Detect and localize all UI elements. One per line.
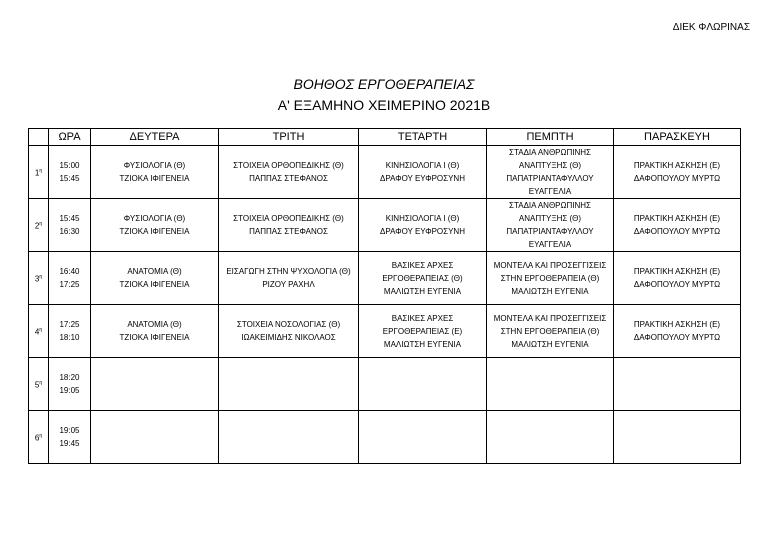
table-row (29, 305, 741, 358)
class-cell-thursday (487, 358, 614, 411)
class-cell-friday (614, 252, 741, 305)
class-cell-line: ΠΑΠΠΑΣ ΣΤΕΦΑΝΟΣ (249, 227, 328, 236)
end-time: 16:30 (59, 227, 80, 236)
class-cell-line: ΚΙΝΗΣΙΟΛΟΓΙΑ Ι (Θ) (385, 161, 460, 170)
table-row (29, 252, 741, 305)
class-cell-line: ΑΝΑΤΟΜΙΑ (Θ) (127, 320, 182, 329)
class-cell-line: ΜΟΝΤΕΛΑ ΚΑΙ ΠΡΟΣΕΓΓΙΣΕΙΣ (493, 313, 607, 323)
period-time (49, 305, 91, 358)
class-cell-line: ΠΡΑΚΤΙΚΗ ΑΣΚΗΣΗ (Ε) (633, 320, 721, 329)
class-cell-line: ΤΖΙΟΚΑ ΙΦΙΓΕΝΕΙΑ (119, 333, 190, 342)
class-cell-line: ΣΤΑΔΙΑ ΑΝΘΡΩΠΙΝΗΣ (509, 201, 591, 210)
class-cell-line: ΠΑΠΑΤΡΙΑΝΤΑΦΥΛΛΟΥ (506, 227, 594, 236)
class-cell-monday (91, 358, 219, 411)
class-cell-line: ΡΙΖΟΥ ΡΑΧΗΛ (262, 280, 315, 289)
column-header-index (29, 129, 49, 146)
period-time (49, 358, 91, 411)
period-number-value: 3 (34, 274, 40, 284)
document-subtitle: Α' ΕΞΑΜΗΝΟ ΧΕΙΜΕΡΙΝΟ 2021Β (277, 97, 491, 113)
class-cell-line: ΤΖΙΟΚΑ ΙΦΙΓΕΝΕΙΑ (119, 174, 190, 183)
class-cell-tuesday (219, 146, 359, 199)
class-cell-tuesday (219, 252, 359, 305)
class-cell-line: ΤΖΙΟΚΑ ΙΦΙΓΕΝΕΙΑ (119, 227, 190, 236)
class-cell-monday (91, 199, 219, 252)
class-cell-line: ΠΡΑΚΤΙΚΗ ΑΣΚΗΣΗ (Ε) (633, 267, 721, 276)
period-time (49, 199, 91, 252)
period-number-value: 4 (34, 327, 40, 337)
period-number-suffix: η (39, 326, 43, 333)
class-cell-line: ΚΙΝΗΣΙΟΛΟΓΙΑ Ι (Θ) (385, 214, 460, 223)
class-cell-line: ΑΝΑΠΤΥΞΗΣ (Θ) (518, 214, 582, 223)
end-time: 18:10 (59, 333, 80, 342)
class-cell-line: ΒΑΣΙΚΕΣ ΑΡΧΕΣ (391, 260, 454, 270)
timetable (28, 128, 741, 464)
class-cell-line: ΕΥΑΓΓΕΛΙΑ (528, 187, 572, 196)
class-cell-friday (614, 358, 741, 411)
period-number-suffix: η (39, 273, 43, 280)
period-time (49, 146, 91, 199)
class-cell-thursday (487, 252, 614, 305)
column-header-time: ΩΡΑ (49, 129, 91, 146)
period-time (49, 411, 91, 464)
class-cell-friday (614, 305, 741, 358)
class-cell-line: ΦΥΣΙΟΛΟΓΙΑ (Θ) (123, 214, 186, 223)
column-header-thursday: ΠΕΜΠΤΗ (487, 129, 614, 146)
class-cell-friday (614, 146, 741, 199)
class-cell-line: ΔΑΦΟΠΟΥΛΟΥ ΜΥΡΤΩ (633, 174, 721, 183)
class-cell-tuesday (219, 199, 359, 252)
end-time: 17:25 (59, 280, 80, 289)
table-row (29, 358, 741, 411)
document-title: ΒΟΗΘΟΣ ΕΡΓΟΘΕΡΑΠΕΙΑΣ (293, 76, 475, 92)
class-cell-wednesday (359, 199, 487, 252)
class-cell-line: ΕΡΓΟΘΕΡΑΠΕΙΑΣ (Θ) (382, 273, 463, 283)
table-row (29, 411, 741, 464)
class-cell-thursday (487, 146, 614, 199)
end-time: 15:45 (59, 174, 80, 183)
class-cell-wednesday (359, 358, 487, 411)
class-cell-line: ΜΑΛΙΩΤΣΗ ΕΥΓΕΝΙΑ (383, 286, 462, 296)
class-cell-line: ΣΤΟΙΧΕΙΑ ΝΟΣΟΛΟΓΙΑΣ (Θ) (236, 320, 341, 329)
class-cell-line: ΔΡΑΦΟΥ ΕΥΦΡΟΣΥΝΗ (380, 227, 465, 236)
class-cell-line: ΑΝΑΤΟΜΙΑ (Θ) (127, 267, 182, 276)
period-number (29, 146, 49, 199)
start-time: 18:20 (59, 373, 80, 382)
class-cell-line: ΣΤΗΝ ΕΡΓΟΘΕΡΑΠΕΙΑ (Θ) (500, 326, 600, 336)
start-time: 17:25 (59, 320, 80, 329)
start-time: 15:45 (59, 214, 80, 223)
column-header-monday: ΔΕΥΤΕΡΑ (91, 129, 219, 146)
period-time (49, 252, 91, 305)
class-cell-line: ΕΙΣΑΓΩΓΗ ΣΤΗΝ ΨΥΧΟΛΟΓΙΑ (Θ) (226, 267, 351, 276)
class-cell-line: ΠΑΠΑΤΡΙΑΝΤΑΦΥΛΛΟΥ (506, 174, 594, 183)
period-number-suffix: η (39, 379, 43, 386)
period-number-value: 6 (34, 433, 40, 443)
end-time: 19:05 (59, 386, 80, 395)
organization-name: ΔΙΕΚ ΦΛΩΡΙΝΑΣ (672, 22, 750, 33)
class-cell-line: ΒΑΣΙΚΕΣ ΑΡΧΕΣ (391, 313, 454, 323)
class-cell-friday (614, 199, 741, 252)
class-cell-wednesday (359, 252, 487, 305)
period-number-suffix: η (39, 432, 43, 439)
class-cell-line: ΔΑΦΟΠΟΥΛΟΥ ΜΥΡΤΩ (633, 280, 721, 289)
class-cell-line: ΜΟΝΤΕΛΑ ΚΑΙ ΠΡΟΣΕΓΓΙΣΕΙΣ (493, 260, 607, 270)
class-cell-thursday (487, 199, 614, 252)
class-cell-line: ΔΡΑΦΟΥ ΕΥΦΡΟΣΥΝΗ (380, 174, 465, 183)
class-cell-thursday (487, 305, 614, 358)
column-header-tuesday: ΤΡΙΤΗ (219, 129, 359, 146)
class-cell-line: ΑΝΑΠΤΥΞΗΣ (Θ) (518, 161, 582, 170)
start-time: 16:40 (59, 267, 80, 276)
class-cell-wednesday (359, 305, 487, 358)
class-cell-wednesday (359, 146, 487, 199)
period-number-suffix: η (39, 220, 43, 227)
class-cell-line: ΔΑΦΟΠΟΥΛΟΥ ΜΥΡΤΩ (633, 227, 721, 236)
period-number-value: 2 (34, 221, 40, 231)
class-cell-line: ΕΥΑΓΓΕΛΙΑ (528, 240, 572, 249)
class-cell-friday (614, 411, 741, 464)
period-number (29, 358, 49, 411)
class-cell-monday (91, 411, 219, 464)
table-row (29, 199, 741, 252)
class-cell-monday (91, 252, 219, 305)
end-time: 19:45 (59, 439, 80, 448)
class-cell-line: ΦΥΣΙΟΛΟΓΙΑ (Θ) (123, 161, 186, 170)
class-cell-line: ΠΡΑΚΤΙΚΗ ΑΣΚΗΣΗ (Ε) (633, 214, 721, 223)
class-cell-line: ΜΑΛΙΩΤΣΗ ΕΥΓΕΝΙΑ (511, 286, 589, 296)
class-cell-wednesday (359, 411, 487, 464)
class-cell-line: ΣΤΗΝ ΕΡΓΟΘΕΡΑΠΕΙΑ (Θ) (500, 273, 600, 283)
header-row (29, 129, 741, 146)
period-number-suffix: η (39, 167, 43, 174)
start-time: 15:00 (59, 161, 80, 170)
period-number-value: 1 (34, 168, 40, 178)
period-number-value: 5 (34, 380, 40, 390)
class-cell-tuesday (219, 358, 359, 411)
class-cell-thursday (487, 411, 614, 464)
column-header-friday: ΠΑΡΑΣΚΕΥΗ (614, 129, 741, 146)
period-number (29, 199, 49, 252)
class-cell-line: ΣΤΟΙΧΕΙΑ ΟΡΘΟΠΕΔΙΚΗΣ (Θ) (233, 161, 344, 170)
class-cell-tuesday (219, 305, 359, 358)
class-cell-line: ΔΑΦΟΠΟΥΛΟΥ ΜΥΡΤΩ (633, 333, 721, 342)
class-cell-line: ΠΡΑΚΤΙΚΗ ΑΣΚΗΣΗ (Ε) (633, 161, 721, 170)
period-number (29, 252, 49, 305)
period-number (29, 305, 49, 358)
class-cell-line: ΙΩΑΚΕΙΜΙΔΗΣ ΝΙΚΟΛΑΟΣ (241, 333, 336, 342)
class-cell-monday (91, 146, 219, 199)
class-cell-line: ΣΤΟΙΧΕΙΑ ΟΡΘΟΠΕΔΙΚΗΣ (Θ) (233, 214, 344, 223)
start-time: 19:05 (59, 426, 80, 435)
column-header-wednesday: ΤΕΤΑΡΤΗ (359, 129, 487, 146)
table-row (29, 146, 741, 199)
class-cell-line: ΜΑΛΙΩΤΣΗ ΕΥΓΕΝΙΑ (383, 339, 462, 349)
class-cell-monday (91, 305, 219, 358)
class-cell-line: ΕΡΓΟΘΕΡΑΠΕΙΑΣ (Ε) (382, 326, 463, 336)
class-cell-tuesday (219, 411, 359, 464)
class-cell-line: ΣΤΑΔΙΑ ΑΝΘΡΩΠΙΝΗΣ (509, 148, 591, 157)
class-cell-line: ΤΖΙΟΚΑ ΙΦΙΓΕΝΕΙΑ (119, 280, 190, 289)
class-cell-line: ΜΑΛΙΩΤΣΗ ΕΥΓΕΝΙΑ (511, 339, 589, 349)
class-cell-line: ΠΑΠΠΑΣ ΣΤΕΦΑΝΟΣ (249, 174, 328, 183)
period-number (29, 411, 49, 464)
